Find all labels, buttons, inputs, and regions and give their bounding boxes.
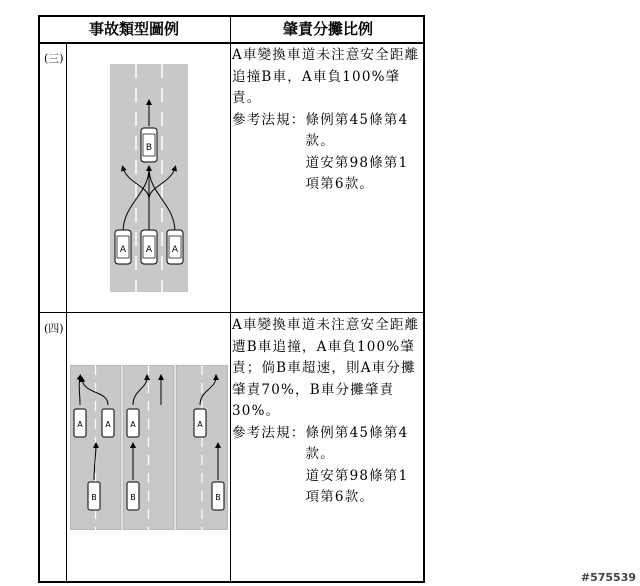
reference-block: [232, 110, 422, 196]
reference-item: 條例第45條第4款。: [305, 111, 409, 149]
reference-label: 參考法規：: [232, 424, 306, 441]
liability-text: [232, 315, 422, 509]
svg-text:A: A: [171, 245, 179, 255]
header-divider: [38, 42, 425, 44]
header-diagram: 事故類型圖例: [88, 20, 179, 38]
car-b: [141, 128, 157, 162]
row-divider: [38, 312, 425, 313]
label-column-divider: [66, 44, 67, 582]
svg-text:B: B: [215, 493, 221, 502]
diagram-lane-change-rear-ended: [70, 365, 228, 530]
reference-block: [232, 423, 422, 509]
column-divider: [230, 15, 231, 583]
svg-text:A: A: [145, 245, 153, 255]
svg-text:A: A: [105, 420, 111, 429]
reference-label: 參考法規：: [232, 111, 306, 128]
watermark: #575539: [580, 571, 636, 584]
description: A車變換車道未注意安全距離追撞B車，A車負100%肇責。: [232, 47, 420, 106]
row-label: (四): [44, 322, 64, 335]
liability-text: [232, 45, 422, 196]
header-liability: 肇責分攤比例: [282, 20, 373, 38]
svg-text:A: A: [130, 420, 136, 429]
svg-text:B: B: [130, 493, 136, 502]
scenario-panel: [123, 365, 174, 530]
svg-text:A: A: [197, 420, 203, 429]
reference-item: 條例第45條第4款。: [305, 424, 409, 462]
reference-item: 道安第98條第1項第6款。: [305, 467, 409, 505]
svg-text:A: A: [119, 245, 127, 255]
svg-text:B: B: [91, 493, 97, 502]
car-a: [141, 230, 157, 264]
svg-text:A: A: [77, 420, 83, 429]
diagram-lane-change-rear-end: [110, 64, 188, 292]
scenario-panel: [176, 365, 228, 530]
scenario-panel: [70, 365, 121, 530]
svg-text:B: B: [145, 143, 153, 153]
description: A車變換車道未注意安全距離遭B車追撞，A車負100%肇責；倘B車超速，則A車分攤肇責70%，B車分攤肇責30%。: [232, 317, 420, 419]
row-label: (三): [44, 52, 64, 65]
reference-item: 道安第98條第1項第6款。: [305, 154, 409, 192]
car-a: [167, 230, 183, 264]
car-a: [115, 230, 131, 264]
